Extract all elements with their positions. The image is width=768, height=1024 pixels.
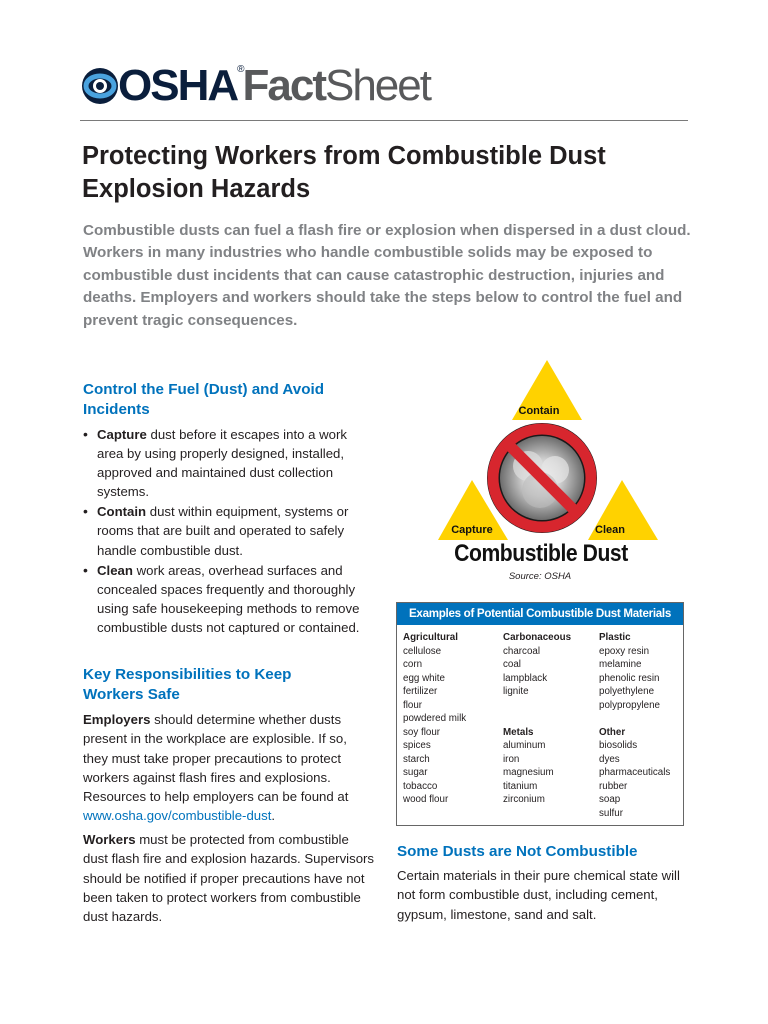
list-item: coal <box>503 659 521 670</box>
employers-paragraph <box>83 710 375 826</box>
list-item: pharmaceuticals <box>599 767 671 778</box>
intro-paragraph: Combustible dusts can fuel a flash fire or explosion when dispersed in a dust cloud. Workers in many industries who handle combustible solids may be exposed to combustible dust incidents that can cause catastrophic destruction, injuries and deaths. Employers and workers should take the steps below to control the fuel and prevent tragic consequences. <box>83 222 691 329</box>
list-item: dyes <box>599 753 620 765</box>
list-item: lignite <box>503 686 529 697</box>
spacer <box>503 712 593 726</box>
clean-text: work areas, overhead surfaces and concealed spaces frequently and thoroughly using safe housekeeping methods to remove combustible dusts not captured or contained. <box>97 562 360 635</box>
contain-text: dust within equipment, systems or rooms that are built and operated to safely handle combustible dust. <box>97 504 349 558</box>
logo-registered-mark: ® <box>237 64 243 75</box>
header-divider <box>80 120 688 121</box>
materials-table <box>396 602 684 826</box>
list-item: starch <box>403 753 430 765</box>
materials-column-3 <box>599 631 683 820</box>
workers-term: Workers <box>83 832 136 847</box>
capture-text: dust before it escapes into a work area by using properly designed, installed, approved and maintained dust collection systems. <box>97 427 347 500</box>
list-item: sugar <box>403 767 428 778</box>
materials-column-2 <box>503 631 593 807</box>
workers-text: must be protected from combustible dust flash fire and explosion hazards. Supervisors should be notified if proper precautions have not been taken to protect workers from combustible dust hazards. <box>83 832 375 925</box>
list-item: aluminum <box>503 740 546 751</box>
not-combustible-heading: Some Dusts are Not Combustible <box>397 843 638 860</box>
list-item: magnesium <box>503 767 554 778</box>
list-item: zirconium <box>503 794 545 805</box>
list-item: cellulose <box>403 645 442 657</box>
materials-table-header: Examples of Potential Combustible Dust Materials <box>397 603 683 625</box>
page-title: Protecting Workers from Combustible Dust Explosion Hazards <box>82 142 606 203</box>
list-item: rubber <box>599 780 628 792</box>
control-fuel-list <box>83 425 373 638</box>
spacer <box>503 699 593 713</box>
logo-wordmark <box>118 60 430 112</box>
term-capture: Capture <box>97 427 147 442</box>
list-item: phenolic resin <box>599 672 660 684</box>
list-item: flour <box>403 699 423 711</box>
list-item: egg white <box>403 672 445 684</box>
list-item: iron <box>503 753 520 765</box>
list-item: sulfur <box>599 807 623 819</box>
list-item: biosolids <box>599 740 638 751</box>
list-item: polypropylene <box>599 699 661 711</box>
graphic-source: Source: OSHA <box>508 571 572 582</box>
list-item: epoxy resin <box>599 645 650 657</box>
label-capture: Capture <box>451 524 493 536</box>
list-item: lampblack <box>503 672 548 684</box>
list-item: wood flour <box>403 794 449 805</box>
logo-sheet: Sheet <box>324 61 430 110</box>
carbonaceous-heading: Carbonaceous <box>503 632 572 643</box>
logo-fact: Fact <box>242 61 325 110</box>
list-item: titanium <box>503 780 538 792</box>
list-item: fertilizer <box>403 686 438 697</box>
list-item-clean <box>83 561 373 637</box>
osha-factsheet-logo <box>80 60 480 112</box>
label-clean: Clean <box>595 524 625 536</box>
list-item: corn <box>403 659 423 670</box>
term-clean: Clean <box>97 562 133 578</box>
plastic-heading: Plastic <box>599 632 631 643</box>
other-heading: Other <box>599 726 626 738</box>
workers-paragraph <box>83 830 375 926</box>
list-item-contain <box>83 502 373 559</box>
key-responsibilities-heading: Key Responsibilities to Keep Workers Safe <box>83 666 292 703</box>
term-contain: Contain <box>97 504 147 520</box>
list-item: powdered milk <box>403 713 467 724</box>
list-item: soy flour <box>403 726 441 738</box>
employers-term: Employers <box>83 712 151 727</box>
employers-text: should determine whether dusts present in the workplace are explosible. If so, they must take proper precautions to protect workers against flash fires and explosions. Resources to help employers can be found at <box>83 712 349 805</box>
not-combustible-paragraph: Certain materials in their pure chemical state will not form combustible dust, including cement, gypsum, limestone, sand and salt. <box>397 868 680 922</box>
label-contain: Contain <box>518 405 560 417</box>
list-item: melamine <box>599 659 642 670</box>
control-fuel-heading: Control the Fuel (Dust) and Avoid Incidents <box>83 381 325 418</box>
list-item: soap <box>599 794 621 805</box>
list-item: spices <box>403 740 431 751</box>
agricultural-heading: Agricultural <box>403 632 458 643</box>
osha-globe-icon <box>80 66 120 106</box>
list-item-capture <box>83 425 373 501</box>
combustible-dust-link[interactable]: www.osha.gov/combustible-dust <box>83 808 272 824</box>
prohibited-dust-cloud-icon <box>487 423 597 533</box>
graphic-title: Combustible Dust <box>454 540 628 567</box>
materials-column-1 <box>403 631 493 807</box>
spacer <box>599 712 683 726</box>
employers-end: . <box>271 808 276 824</box>
list-item: polyethylene <box>599 686 655 697</box>
list-item: charcoal <box>503 645 541 657</box>
metals-heading: Metals <box>503 726 534 738</box>
logo-osha: OSHA <box>118 61 238 110</box>
list-item: tobacco <box>403 780 438 792</box>
